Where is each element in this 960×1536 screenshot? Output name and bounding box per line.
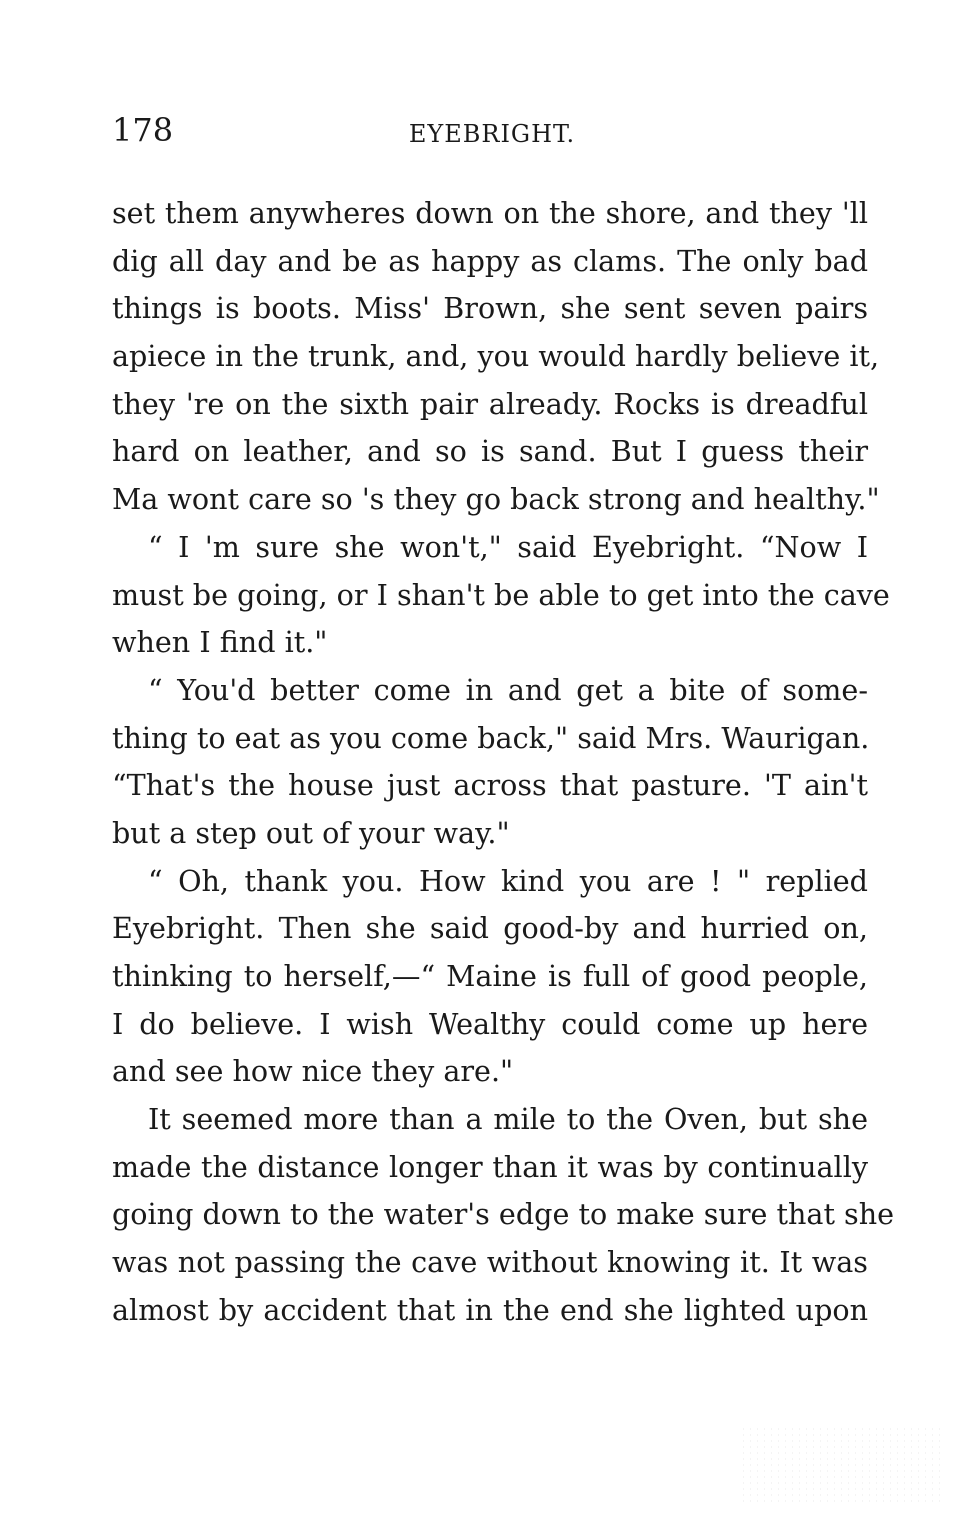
text-line: apiece in the trunk, and, you would hardly believe it, [112,339,880,374]
text-line: and see how nice they are." [112,1054,514,1089]
text-line: dig all day and be as happy as clams. The only bad [112,243,868,278]
text-line: Eyebright. Then she said good-by and hurried on, [112,911,868,946]
text-line: set them anywheres down on the shore, and they 'll [112,196,868,230]
text-line: going down to the water's edge to make sure that she [112,1197,895,1232]
text-line: “ Oh, thank you. How kind you are ! " replied [148,863,868,898]
text-line: made the distance longer than it was by continually [112,1149,868,1184]
text-line: “That's the house just across that pasture. 'T ain't [112,768,868,803]
page-number: 178 [112,111,174,149]
text-line: It seemed more than a mile to the Oven, but she [148,1102,868,1137]
text-line: when I find it." [112,625,328,660]
text-line: must be going, or I shan't be able to get into the cave [112,577,890,612]
text-line: almost by accident that in the end she lighted upon [112,1292,868,1327]
text-line: Ma wont care so 's they go back strong and healthy." [112,482,880,517]
text-line: things is boots. Miss' Brown, she sent seven pairs [112,291,868,326]
text-line: “ You'd better come in and get a bite of some- [148,672,868,707]
running-title: EYEBRIGHT. [408,120,576,148]
text-line: was not passing the cave without knowing it. It was [112,1245,868,1280]
text-line: thing to eat as you come back," said Mrs. Waurigan. [112,720,870,755]
text-line: I do believe. I wish Wealthy could come up here [112,1006,868,1041]
text-line: they 're on the sixth pair already. Rocks is dreadful [112,386,868,421]
text-line: but a step out of your way." [112,815,510,850]
text-line: thinking to herself,—“ Maine is full of good people, [112,959,868,993]
body-text [112,190,895,1335]
text-line: “ I 'm sure she won't," said Eyebright. “Now I [148,529,868,564]
text-line: hard on leather, and so is sand. But I guess their [112,434,868,469]
paper-speckle [740,1426,940,1506]
page-header [112,108,872,152]
